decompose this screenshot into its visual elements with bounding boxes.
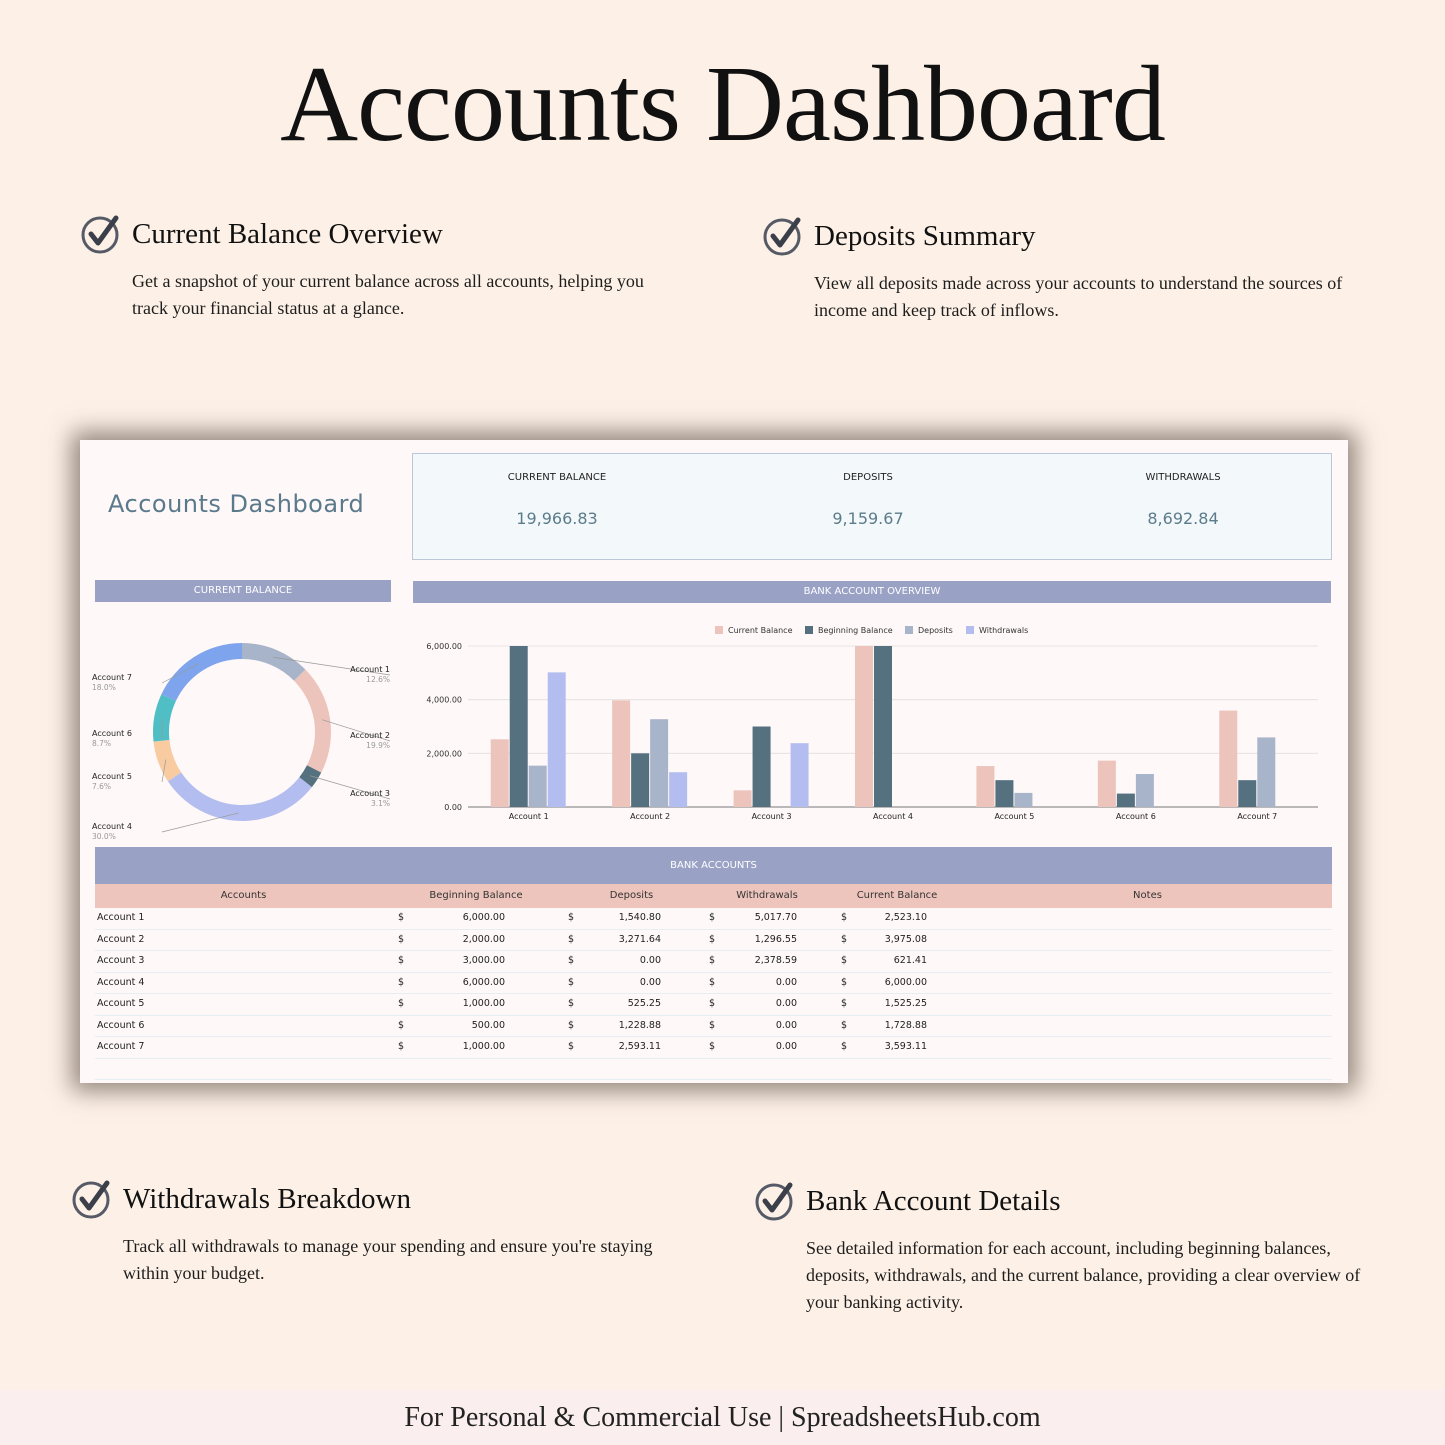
kpi-label: WITHDRAWALS — [1145, 472, 1221, 483]
x-tick-label: Account 5 — [994, 812, 1035, 821]
table-row — [95, 973, 1332, 995]
current-balance-value: 3,593.11 — [884, 1041, 927, 1052]
legend-label: Current Balance — [728, 626, 793, 635]
bar-deposits — [1257, 737, 1275, 807]
currency-symbol: $ — [841, 976, 848, 988]
y-tick-label: 2,000.00 — [426, 749, 462, 759]
feature-title: Deposits Summary — [814, 219, 1036, 252]
withdrawals-value: 2,378.59 — [754, 955, 797, 966]
currency-symbol: $ — [568, 912, 575, 923]
pie-chart-header: CURRENT BALANCE — [95, 580, 391, 602]
feature-description: Track all withdrawals to manage your spending and ensure you're staying within your budget. — [123, 1236, 653, 1283]
bar-current-balance — [976, 766, 994, 807]
donut-label-percent: 3.1% — [370, 799, 390, 808]
column-header: Current Balance — [856, 890, 938, 901]
donut-label-name: Account 1 — [350, 665, 390, 674]
donut-label-name: Account 2 — [350, 731, 390, 740]
beginning-balance: 3,000.00 — [462, 955, 505, 966]
beginning-balance: 1,000.00 — [462, 1041, 505, 1052]
beginning-balance: 1,000.00 — [462, 998, 505, 1009]
bar-current-balance — [1219, 711, 1237, 807]
table-row — [95, 908, 1332, 930]
kpi-withdrawals — [1073, 454, 1293, 528]
bar-deposits — [1136, 774, 1154, 807]
account-name: Account 7 — [97, 1041, 145, 1052]
bank-accounts-table — [95, 847, 1332, 1080]
bar-beginning-balance — [1117, 794, 1135, 807]
bar-deposits — [1014, 793, 1032, 807]
donut-label-percent: 7.6% — [92, 782, 112, 791]
legend-swatch — [715, 626, 723, 634]
deposits-value: 0.00 — [639, 976, 661, 988]
donut-label-name: Account 4 — [92, 822, 132, 831]
bar-withdrawals — [548, 672, 566, 807]
donut-label-percent: 30.0% — [92, 832, 116, 841]
kpi-value: 8,692.84 — [1147, 509, 1219, 528]
currency-symbol: $ — [841, 955, 848, 966]
legend-label: Deposits — [918, 626, 953, 635]
kpi-label: DEPOSITS — [843, 472, 893, 483]
y-tick-label: 4,000.00 — [426, 695, 462, 705]
donut-label-name: Account 7 — [92, 673, 132, 682]
feature-title: Withdrawals Breakdown — [123, 1182, 411, 1215]
currency-symbol: $ — [709, 998, 716, 1009]
kpi-current-balance — [447, 454, 667, 528]
currency-symbol: $ — [398, 976, 405, 988]
bar-beginning-balance — [510, 646, 528, 807]
currency-symbol: $ — [568, 998, 575, 1009]
donut-slice-1 — [242, 643, 305, 681]
bar-current-balance — [491, 739, 509, 807]
legend-swatch — [905, 626, 913, 634]
currency-symbol: $ — [709, 1041, 716, 1052]
currency-symbol: $ — [841, 998, 848, 1009]
currency-symbol: $ — [709, 976, 716, 988]
bar-withdrawals — [669, 772, 687, 807]
currency-symbol: $ — [841, 1019, 848, 1031]
kpi-value: 9,159.67 — [832, 509, 904, 528]
account-name: Account 4 — [97, 976, 145, 988]
kpi-box — [412, 453, 1332, 560]
bar-chart-header: BANK ACCOUNT OVERVIEW — [413, 581, 1331, 603]
y-tick-label: 0.00 — [444, 803, 462, 812]
column-header: Notes — [1133, 890, 1162, 901]
currency-symbol: $ — [398, 955, 405, 966]
account-name: Account 1 — [97, 912, 145, 923]
bar-current-balance — [855, 646, 873, 807]
current-balance-donut-chart — [80, 620, 400, 841]
currency-symbol: $ — [709, 933, 716, 945]
current-balance-value: 6,000.00 — [884, 976, 927, 988]
x-tick-label: Account 6 — [1115, 812, 1156, 821]
donut-leader-line — [162, 813, 239, 832]
feature-description: See detailed information for each account, including beginning balances, deposits, withdrawals, and the current balance, providing a clear overview of your banking activity. — [806, 1238, 1361, 1312]
current-balance-value: 3,975.08 — [884, 933, 927, 945]
deposits-value: 0.00 — [639, 955, 661, 966]
legend-label: Beginning Balance — [818, 626, 893, 635]
feature-description: Get a snapshot of your current balance across all accounts, helping you track your financial status at a glance. — [132, 271, 644, 318]
donut-label-percent: 19.9% — [366, 741, 390, 750]
check-circle-icon — [71, 1177, 115, 1221]
currency-symbol: $ — [398, 933, 405, 945]
bar-beginning-balance — [995, 780, 1013, 807]
donut-label-name: Account 6 — [92, 729, 132, 738]
currency-symbol: $ — [568, 933, 575, 945]
current-balance-value: 2,523.10 — [884, 912, 927, 923]
currency-symbol: $ — [841, 933, 848, 945]
column-header: Withdrawals — [736, 890, 798, 901]
currency-symbol: $ — [398, 1019, 405, 1031]
legend-swatch — [805, 626, 813, 634]
bar-beginning-balance — [1238, 780, 1256, 807]
x-tick-label: Account 4 — [873, 812, 913, 821]
check-circle-icon — [80, 212, 124, 256]
donut-slice-5 — [154, 740, 182, 781]
current-balance-value: 1,525.25 — [884, 998, 927, 1009]
feature-current-balance — [80, 212, 680, 322]
currency-symbol: $ — [568, 1041, 575, 1052]
donut-label-name: Account 3 — [350, 789, 390, 798]
kpi-deposits — [758, 454, 978, 528]
withdrawals-value: 0.00 — [775, 998, 797, 1009]
feature-withdrawals — [71, 1177, 671, 1287]
bar-withdrawals — [791, 743, 809, 807]
bar-deposits — [650, 719, 668, 807]
feature-deposits — [762, 214, 1372, 324]
x-tick-label: Account 3 — [751, 812, 792, 821]
kpi-value: 19,966.83 — [516, 509, 598, 528]
table-row — [95, 1037, 1332, 1059]
bar-beginning-balance — [753, 727, 771, 808]
donut-slice-4 — [168, 772, 312, 821]
currency-symbol: $ — [841, 912, 848, 923]
x-tick-label: Account 1 — [508, 812, 549, 821]
account-name: Account 6 — [97, 1019, 145, 1031]
column-header: Beginning Balance — [429, 890, 523, 901]
currency-symbol: $ — [709, 955, 716, 966]
currency-symbol: $ — [398, 912, 405, 923]
column-header: Accounts — [220, 890, 267, 901]
table-column-headers — [95, 884, 1332, 908]
withdrawals-value: 0.00 — [775, 1019, 797, 1031]
bar-current-balance — [734, 790, 752, 807]
beginning-balance: 6,000.00 — [462, 912, 505, 923]
withdrawals-value: 0.00 — [775, 976, 797, 988]
x-tick-label: Account 7 — [1237, 812, 1278, 821]
feature-title: Current Balance Overview — [132, 217, 443, 250]
dashboard-title: Accounts Dashboard — [108, 490, 365, 518]
account-name: Account 3 — [97, 955, 145, 966]
page-title: Accounts Dashboard — [280, 45, 1165, 164]
withdrawals-value: 1,296.55 — [754, 933, 797, 945]
legend-swatch — [966, 626, 974, 634]
current-balance-value: 1,728.88 — [884, 1019, 927, 1031]
check-circle-icon — [754, 1179, 798, 1223]
bar-deposits — [529, 766, 547, 807]
donut-label-percent: 18.0% — [92, 683, 116, 692]
withdrawals-value: 5,017.70 — [754, 912, 797, 923]
table-row — [95, 994, 1332, 1016]
currency-symbol: $ — [709, 912, 716, 923]
table-body — [95, 908, 1332, 1080]
kpi-label: CURRENT BALANCE — [507, 472, 607, 483]
dashboard-panel — [80, 440, 1348, 1083]
donut-label-percent: 8.7% — [92, 739, 112, 748]
beginning-balance: 2,000.00 — [462, 933, 505, 945]
account-name: Account 5 — [97, 998, 145, 1009]
donut-label-percent: 12.6% — [366, 675, 390, 684]
deposits-value: 1,540.80 — [618, 912, 661, 923]
account-name: Account 2 — [97, 933, 145, 945]
table-row-empty — [95, 1059, 1332, 1081]
table-row — [95, 1016, 1332, 1038]
table-row — [95, 930, 1332, 952]
currency-symbol: $ — [568, 976, 575, 988]
bar-beginning-balance — [874, 646, 892, 807]
donut-slice-7 — [161, 643, 242, 701]
beginning-balance: 500.00 — [471, 1019, 505, 1031]
currency-symbol: $ — [398, 998, 405, 1009]
donut-slice-6 — [153, 694, 176, 741]
withdrawals-value: 0.00 — [775, 1041, 797, 1052]
beginning-balance: 6,000.00 — [462, 976, 505, 988]
column-header: Deposits — [609, 890, 654, 901]
x-tick-label: Account 2 — [630, 812, 671, 821]
feature-description: View all deposits made across your accounts to understand the sources of income and keep track of inflows. — [814, 273, 1343, 320]
legend-label: Withdrawals — [979, 626, 1029, 635]
y-tick-label: 6,000.00 — [426, 642, 462, 651]
deposits-value: 3,271.64 — [618, 933, 661, 945]
currency-symbol: $ — [841, 1041, 848, 1052]
bar-current-balance — [612, 700, 630, 807]
table-row — [95, 951, 1332, 973]
footer: For Personal & Commercial Use | SpreadsheetsHub.com — [0, 1390, 1445, 1445]
deposits-value: 525.25 — [627, 998, 661, 1009]
bar-current-balance — [1098, 761, 1116, 807]
bank-account-overview-chart — [413, 615, 1331, 830]
deposits-value: 2,593.11 — [618, 1041, 661, 1052]
currency-symbol: $ — [709, 1019, 716, 1031]
bar-beginning-balance — [631, 753, 649, 807]
feature-bank-details — [754, 1179, 1374, 1316]
table-title: BANK ACCOUNTS — [95, 847, 1332, 884]
current-balance-value: 621.41 — [893, 955, 927, 966]
currency-symbol: $ — [568, 955, 575, 966]
donut-label-name: Account 5 — [92, 772, 132, 781]
deposits-value: 1,228.88 — [618, 1019, 661, 1031]
currency-symbol: $ — [398, 1041, 405, 1052]
currency-symbol: $ — [568, 1019, 575, 1031]
check-circle-icon — [762, 214, 806, 258]
feature-title: Bank Account Details — [806, 1184, 1061, 1217]
